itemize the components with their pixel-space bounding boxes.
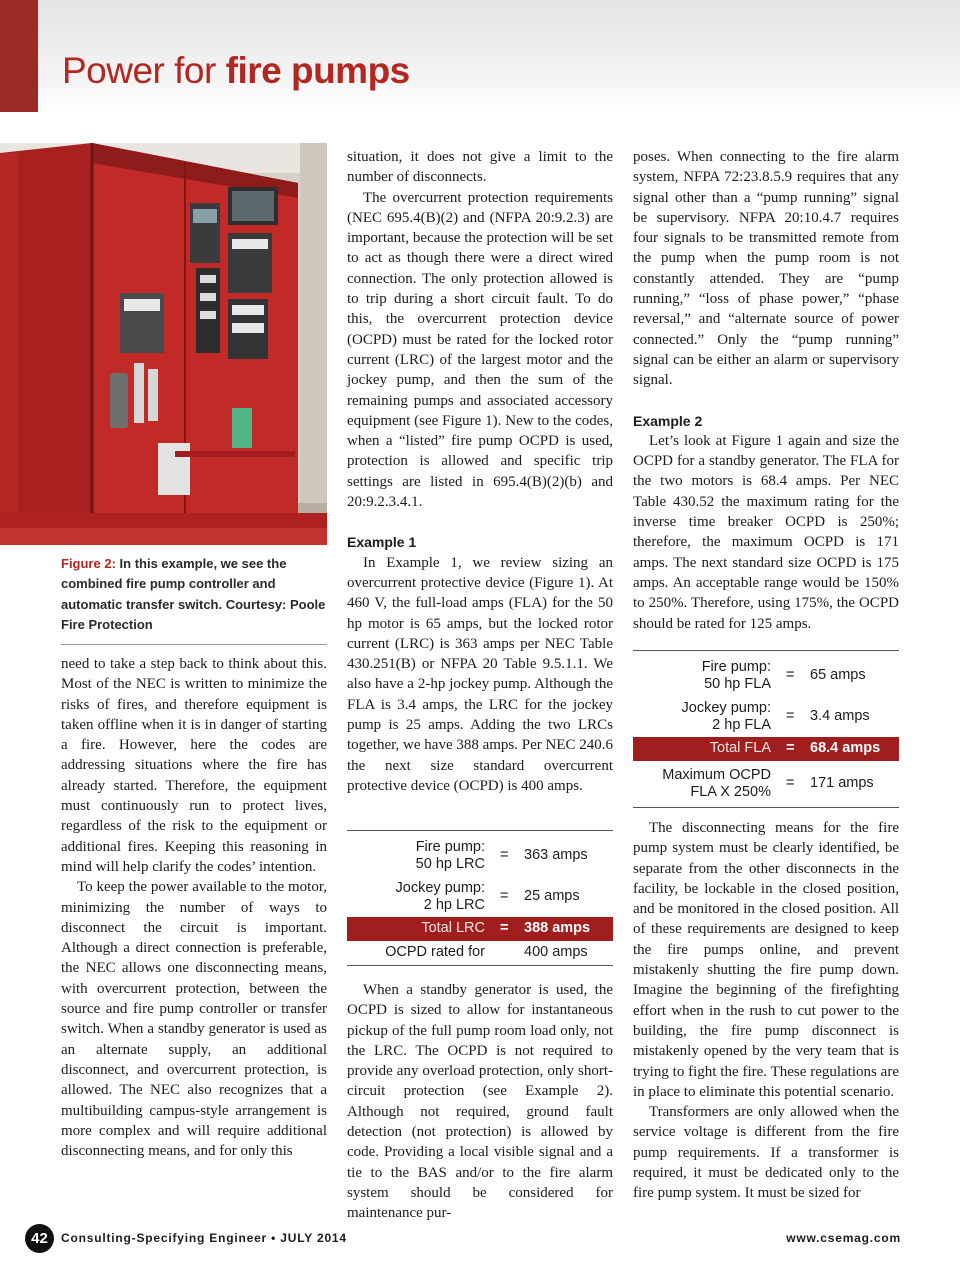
row-label bbox=[396, 880, 485, 914]
column-2-continued bbox=[347, 980, 613, 1224]
row-label-line-1: Jockey pump: bbox=[395, 880, 485, 896]
total-row bbox=[347, 917, 613, 941]
page-title-light: Power for bbox=[62, 50, 226, 91]
row-label bbox=[702, 659, 771, 693]
example-1-heading: Example 1 bbox=[347, 534, 417, 551]
equals-sign: = bbox=[786, 708, 795, 724]
row-label-line-2: FLA X 250% bbox=[690, 784, 771, 800]
figure-photo bbox=[0, 143, 327, 545]
row-label-line-1: Fire pump: bbox=[415, 839, 485, 855]
body-paragraph: situation, it does not give a limit to the number of disconnects. bbox=[347, 149, 613, 186]
table-row bbox=[347, 835, 613, 876]
row-value: 171 amps bbox=[810, 775, 874, 791]
row-label bbox=[416, 839, 485, 873]
row-value: 400 amps bbox=[524, 944, 588, 960]
body-paragraph: Transformers are only allowed when the service voltage is different from the fire pump requirements. If a transformer is required, it must be dedicated only to the fire pump system. It must be sized for bbox=[633, 1104, 899, 1202]
section-color-tab bbox=[0, 0, 38, 112]
figure-caption-text: In this example, we see the combined fire pump controller and automatic transfer switch. Courtesy: Poole Fire Protection bbox=[61, 556, 326, 633]
page-title bbox=[62, 50, 410, 92]
table-row bbox=[633, 696, 899, 737]
website-url: www.csemag.com bbox=[786, 1231, 901, 1245]
body-paragraph: To keep the power available to the motor, minimizing the number of ways to disconnect the circuit is important. Although a direct connection is preferable, the NEC allows one disconnecting means, with overcurrent protection, between the source and fire pump controller or transfer switch. When a standby generator is used as an alternate supply, an additional disconnect, and overcurrent protection, is allowed. The NEC also recognizes that a multibuilding campus-style arrangement is more complex and will require additional disconnecting means, and for only this bbox=[61, 879, 327, 1160]
row-label: Total LRC bbox=[421, 920, 485, 936]
example-2-table bbox=[633, 650, 899, 808]
caption-divider bbox=[61, 644, 327, 645]
example-2-heading: Example 2 bbox=[633, 412, 703, 429]
row-value: 65 amps bbox=[810, 667, 866, 683]
figure-caption bbox=[61, 554, 326, 636]
body-paragraph: need to take a step back to think about this. Most of the NEC is written to minimize the risks of fires, and therefore equipment is taken offline when it is in danger of starting a fire. However, here the codes are addressing situations where the fire has already started. Therefore, the equipment must continuously run to protect lives, regardless of the risk to the equipment or additional fires. Keeping this reasoning in mind will help clarify the codes’ intention. bbox=[61, 656, 327, 875]
page-footer bbox=[0, 1224, 960, 1254]
row-value: 3.4 amps bbox=[810, 708, 870, 724]
body-paragraph: poses. When connecting to the fire alarm system, NFPA 72:23.8.5.9 requires that any signal other than a “pump running” signal be supervisory. NFPA 20:10.4.7 requires four signals to be transmitted remote from the pump when the pump room is not constantly attended. They are “pump running,” “loss of phase power,” “phase reversal,” and “alternate source of power connected.” Only the “pump running” signal can be either an alarm or supervisory signal. bbox=[633, 149, 899, 389]
column-3-continued bbox=[633, 818, 899, 1204]
table-row bbox=[633, 655, 899, 696]
row-value: 68.4 amps bbox=[810, 740, 881, 756]
total-row bbox=[633, 737, 899, 761]
table-row bbox=[347, 876, 613, 917]
row-label-line-2: 50 hp LRC bbox=[415, 856, 485, 872]
page-title-bold: fire pumps bbox=[225, 50, 410, 91]
row-label-line-2: 50 hp FLA bbox=[704, 676, 771, 692]
row-label bbox=[662, 767, 771, 801]
equals-sign: = bbox=[500, 847, 509, 863]
equals-sign: = bbox=[786, 667, 795, 683]
row-value: 25 amps bbox=[524, 888, 580, 904]
figure-label: Figure 2: bbox=[61, 556, 116, 571]
publication-line: Consulting-Specifying Engineer • JULY 2014 bbox=[61, 1231, 347, 1245]
row-label: Total FLA bbox=[709, 740, 771, 756]
row-value: 388 amps bbox=[524, 920, 591, 936]
table-row bbox=[633, 761, 899, 807]
equals-sign: = bbox=[500, 920, 509, 936]
equals-sign: = bbox=[786, 775, 795, 791]
row-label-line-2: 2 hp FLA bbox=[712, 717, 771, 733]
table-row bbox=[347, 941, 613, 965]
column-2 bbox=[347, 147, 613, 796]
column-3 bbox=[633, 147, 899, 634]
body-paragraph: The disconnecting means for the fire pump system must be clearly identified, be separate from the other disconnects in the facility, be lockable in the closed position, and be monitored in the closed position. All of these requirements are designed to keep the fire pumps online, and prevent mistakenly shutting the fire pump down. Imagine the beginning of the firefighting effort when in the rush to cut power to the building, the fire pump disconnect is mistakenly opened by the very team that is trying to fight the fire. These regulations are in place to eliminate this potential scenario. bbox=[633, 820, 899, 1100]
row-label: OCPD rated for bbox=[385, 944, 485, 960]
row-label bbox=[682, 700, 771, 734]
row-label-line-1: Jockey pump: bbox=[681, 700, 771, 716]
body-paragraph: The overcurrent protection requirements (NEC 695.4(B)(2) and (NFPA 20:9.2.3) are important, because the protection will be set to act as though there were a direct wired connection. The only protection allowed is to trip during a short circuit fault. To do this, the overcurrent protection device (OCPD) must be rated for the locked rotor current (LRC) of the largest motor and the jockey pump, and then the sum of the remaining pumps and associated accessory equipment (see Figure 1). New to the codes, when a “listed” fire pump OCPD is used, protection is allowed and specific trip settings are listed in 695.4(B)(2)(b) and 20:9.2.3.4.1. bbox=[347, 189, 613, 511]
page-number: 42 bbox=[25, 1224, 54, 1253]
body-paragraph: When a standby generator is used, the OCPD is sized to allow for instantaneous pickup of the full pump room load only, not the LRC. The OCPD is not required to provide any overload protection, only short-circuit protection (see Example 2). Although not required, ground fault detection (not protection) is allowed by code. Providing a local visible signal and a tie to the BAS and/or to the fire alarm system should be considered for maintenance pur- bbox=[347, 982, 613, 1222]
body-paragraph: Let’s look at Figure 1 again and size the OCPD for a standby generator. The FLA for the two motors is 68.4 amps. Per NEC Table 430.52 the maximum rating for the inverse time breaker OCPD is 250%; therefore, the maximum OCPD is 171 amps. The next standard size OCPD is 175 amps. An acceptable range would be 150% to 250%. Therefore, using 175%, the OCPD should be rated for 125 amps. bbox=[633, 432, 899, 632]
example-1-table bbox=[347, 830, 613, 966]
equals-sign: = bbox=[786, 740, 795, 756]
row-label-line-1: Fire pump: bbox=[701, 659, 771, 675]
row-label-line-2: 2 hp LRC bbox=[423, 897, 485, 913]
column-1 bbox=[61, 654, 327, 1161]
row-value: 363 amps bbox=[524, 847, 588, 863]
fire-pump-controller-image bbox=[0, 143, 327, 545]
body-paragraph: In Example 1, we review sizing an overcurrent protective device (Figure 1). At 460 V, the full-load amps (FLA) for the 50 hp motor is 65 amps, but the locked rotor current (LRC) is 363 amps per NEC Table 430.251(B) or NFPA 20 Table 9.5.1.1. We also have a 2-hp jockey pump. Although the FLA is 3.4 amps, the LRC for the jockey pump is 25 amps. Adding the two LRCs together, we have 388 amps. Per NEC 240.6 the next size standard overcurrent protective device (OCPD) is 400 amps. bbox=[347, 554, 614, 794]
row-label-line-1: Maximum OCPD bbox=[662, 767, 771, 783]
equals-sign: = bbox=[500, 888, 509, 904]
